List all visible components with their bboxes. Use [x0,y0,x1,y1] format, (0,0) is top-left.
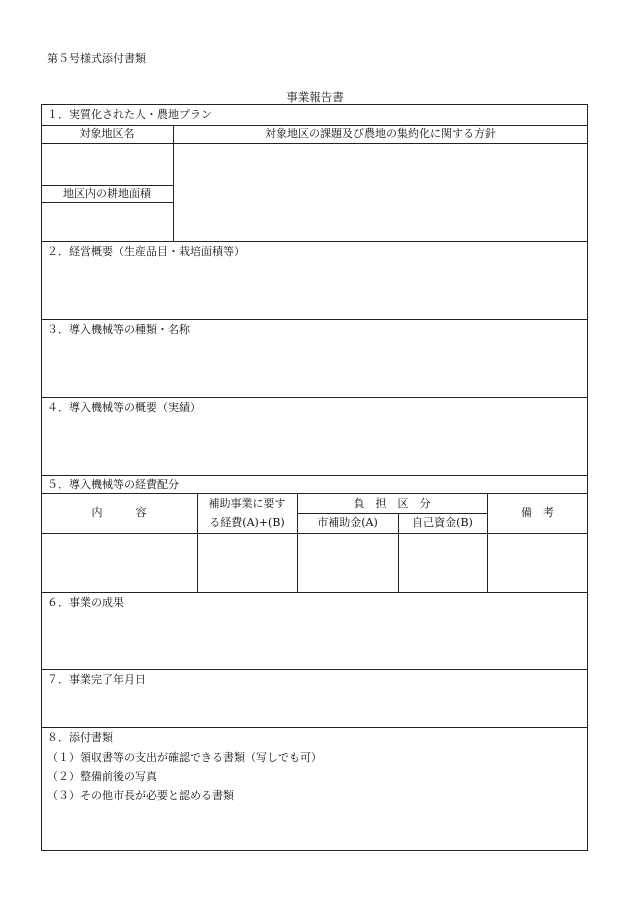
section4-heading: ４．導入機械等の概要（実績） [47,401,201,414]
section8-heading: ８．添付書類 [47,731,113,744]
divider [41,669,588,670]
divider [41,319,588,320]
divider [297,513,487,514]
header-project-cost-line1: 補助事業に要す [208,497,286,510]
section2-heading: ２．経営概要（生産品目・栽培面積等） [47,245,245,258]
divider [41,202,173,203]
divider [41,143,588,144]
header-area-policy: 対象地区の課題及び農地の集約化に関する方針 [265,127,496,140]
divider [41,241,588,242]
header-own-funds: 自己資金(B) [412,516,473,529]
form-number-label: 第５号様式添付書類 [47,52,146,65]
divider [41,533,588,534]
divider [173,125,174,241]
section1-heading: １．実質化された人・農地プラン [47,108,212,121]
header-burden-category: 負 担 区 分 [353,497,431,510]
header-area-name: 対象地区名 [79,127,135,140]
header-content: 内 容 [91,506,147,519]
section6-heading: ６．事業の成果 [47,596,124,609]
divider [41,592,588,593]
attachment-item: （１）領収書等の支出が確認できる書類（写しでも可） [47,751,322,764]
attachment-item: （３）その他市長が必要と認める書類 [47,789,234,802]
attachment-item: （２）整備前後の写真 [47,770,157,783]
section5-heading: ５．導入機械等の経費配分 [47,478,179,491]
header-remarks: 備 考 [521,506,554,519]
farmland-area-label: 地区内の耕地面積 [63,187,151,200]
divider [41,727,588,728]
section3-heading: ３．導入機械等の種類・名称 [47,323,190,336]
divider [41,493,588,494]
divider [41,185,173,186]
document-title: 事業報告書 [286,90,344,104]
divider [41,397,588,398]
divider [41,125,588,126]
header-city-subsidy: 市補助金(A) [317,516,378,529]
divider [41,475,588,476]
header-project-cost-line2: る経費(A)+(B) [209,516,285,529]
section7-heading: ７．事業完了年月日 [47,673,146,686]
